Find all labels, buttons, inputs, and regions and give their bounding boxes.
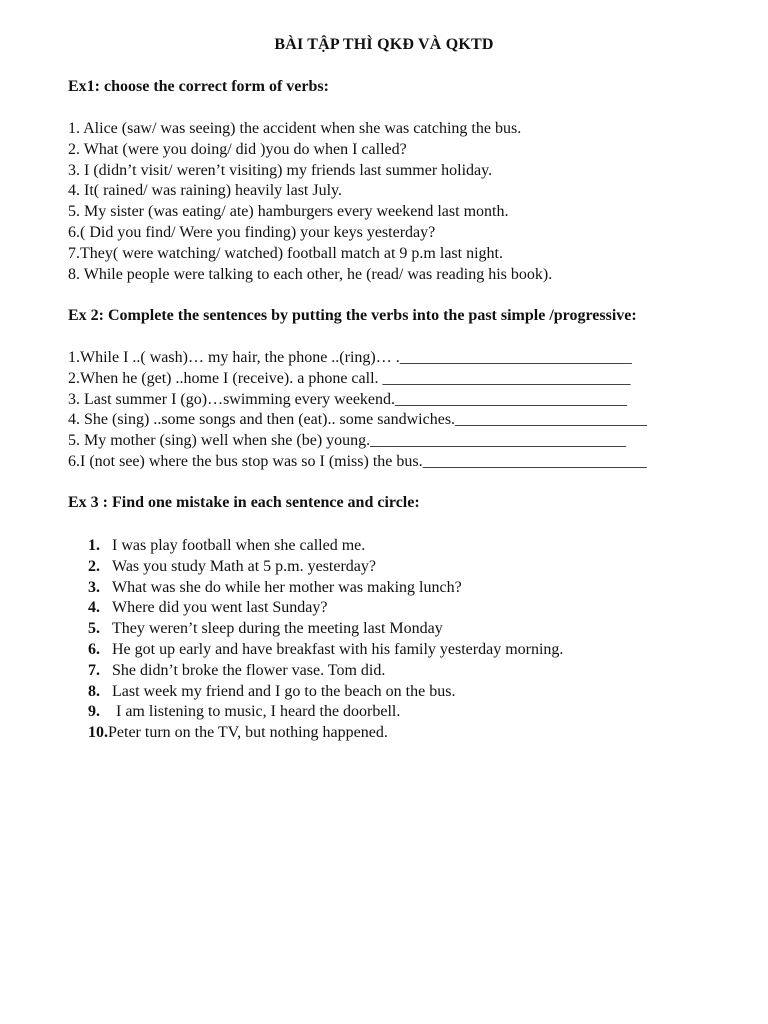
item-number: 10. (88, 724, 108, 742)
ex1-heading: Ex1: choose the correct form of verbs: (68, 78, 329, 95)
list-item: 5. My mother (sing) well when she (be) young.________________________________ (68, 432, 627, 450)
list-item: 8. While people were talking to each other, he (read/ was reading his book). (68, 265, 553, 283)
item-text: What was she do while her mother was making lunch? (112, 578, 462, 596)
list-item (88, 598, 563, 619)
list-item (88, 578, 563, 599)
item-number: 9. (88, 703, 100, 721)
list-item: 4. She (sing) ..some songs and then (eat).. some sandwiches.________________________ (68, 411, 648, 429)
item-text: He got up early and have breakfast with his family yesterday morning. (112, 640, 564, 658)
item-number: 1. (88, 537, 100, 554)
ex3-list (88, 536, 563, 744)
list-item (88, 682, 563, 703)
list-item: 6.( Did you find/ Were you finding) your keys yesterday? (68, 223, 436, 241)
item-text: Peter turn on the TV, but nothing happened. (108, 724, 388, 742)
item-number: 2. (88, 557, 100, 575)
list-item (88, 640, 563, 661)
list-item (88, 723, 563, 744)
item-number: 5. (88, 620, 100, 638)
list-item: 5. My sister (was eating/ ate) hamburgers every weekend last month. (68, 203, 509, 221)
ex2-list (68, 348, 647, 473)
item-number: 6. (88, 640, 100, 658)
item-text: I am listening to music, I heard the doorbell. (112, 703, 401, 721)
item-text: Last week my friend and I go to the beach on the bus. (112, 682, 456, 700)
list-item (88, 661, 563, 682)
list-item: 3. Last summer I (go)…swimming every weekend._____________________________ (68, 390, 628, 408)
item-number: 3. (88, 578, 100, 596)
item-text: Was you study Math at 5 p.m. yesterday? (112, 557, 376, 575)
list-item (88, 619, 563, 640)
list-item: 3. I (didn’t visit/ weren’t visiting) my friends last summer holiday. (68, 161, 493, 179)
list-item: 2. What (were you doing/ did )you do when I called? (68, 140, 407, 158)
list-item (88, 536, 563, 557)
item-text: Where did you went last Sunday? (112, 599, 328, 617)
item-number: 4. (88, 599, 100, 617)
list-item: 7.They( were watching/ watched) football match at 9 p.m last night. (68, 244, 503, 262)
ex2-heading: Ex 2: Complete the sentences by putting the verbs into the past simple /progressive: (68, 307, 637, 324)
list-item: 2.When he (get) ..home I (receive). a phone call. _______________________________ (68, 369, 631, 387)
list-item: 6.I (not see) where the bus stop was so I (miss) the bus.____________________________ (68, 452, 647, 470)
item-number: 7. (88, 661, 100, 679)
list-item (88, 702, 563, 723)
list-item: 4. It( rained/ was raining) heavily last July. (68, 182, 342, 200)
item-text: I was play football when she called me. (112, 537, 366, 554)
ex1-list (68, 119, 552, 285)
ex3-heading: Ex 3 : Find one mistake in each sentence and circle: (68, 494, 420, 511)
list-item: 1.While I ..( wash)… my hair, the phone ..(ring)… ._____________________________ (68, 349, 632, 366)
item-text: She didn’t broke the flower vase. Tom did. (112, 661, 386, 679)
item-number: 8. (88, 682, 100, 700)
item-text: They weren’t sleep during the meeting last Monday (112, 620, 443, 638)
list-item (88, 557, 563, 578)
page-title: BÀI TẬP THÌ QKĐ VÀ QKTD (274, 36, 494, 53)
list-item: 1. Alice (saw/ was seeing) the accident when she was catching the bus. (68, 120, 522, 137)
